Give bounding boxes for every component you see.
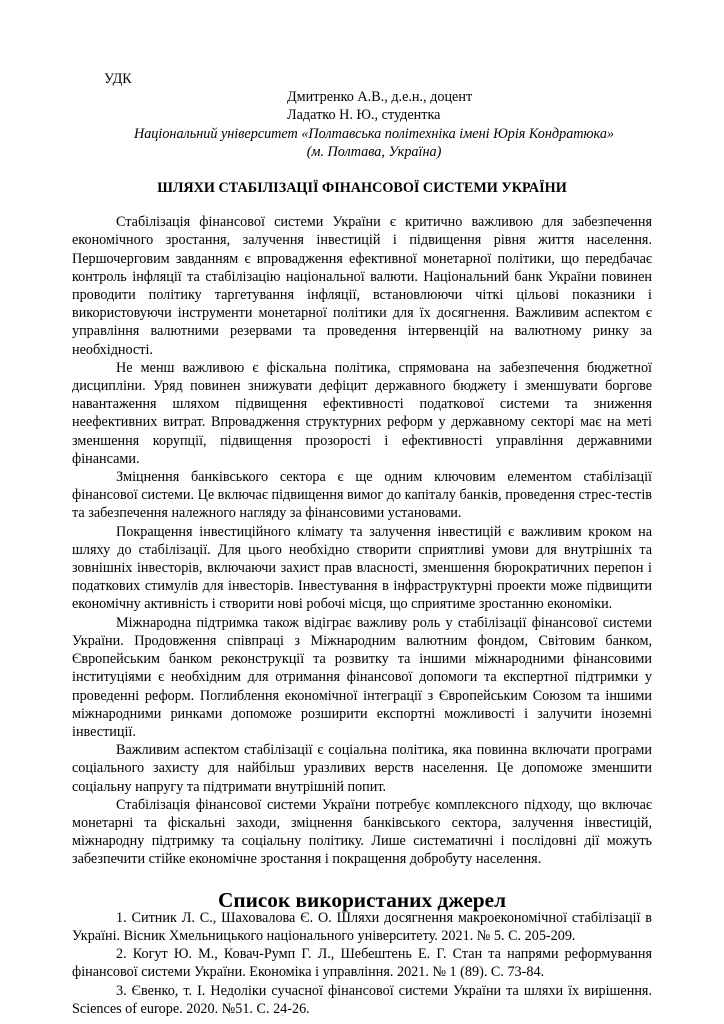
body-paragraph: Покращення інвестиційного клімату та залучення інвестицій є важливим кроком на шляху до стабілізації. Для цього необхідно створити сприятливі умови для внутрішніх та зовнішніх інвесторів, включаючи захист прав власності, зменшення бюрократичних перепон і податкових стимулів для інвесторів. Інвестування в інфраструктурні проекти може підвищити економічну активність і створити нові робочі місця, що сприятиме зростанню економіки. bbox=[72, 523, 652, 613]
article-body bbox=[72, 213, 652, 868]
body-paragraph: Зміцнення банківського сектора є ще одним ключовим елементом стабілізації фінансової системи. Це включає підвищення вимог до капіталу банків, проведення стрес-тестів та забезпечення належного нагляду за фінансовими установами. bbox=[72, 469, 652, 522]
references-list bbox=[72, 909, 652, 1018]
body-paragraph: Не менш важливою є фіскальна політика, спрямована на забезпечення бюджетної дисципліни. Уряд повинен знижувати дефіцит державного бюджету і зменшувати боргове навантаження шляхом підвищення ефективності податкової системи та зниження неефективних витрат. Впровадження структурних реформ у державному секторі має на меті зменшення корупції, підвищення прозорості і ефективності управління державними фінансами. bbox=[72, 359, 652, 467]
reference-item: 3. Євенко, т. І. Недоліки сучасної фінансової системи України та шляхи їх вирішення. Sciences of europe. 2020. №51. С. 24-26. bbox=[72, 982, 652, 1017]
author-line-1: Дмитренко А.В., д.е.н., доцент bbox=[287, 89, 473, 106]
body-paragraph: Стабілізація фінансової системи України потребує комплексного підходу, що включає монетарні та фіскальні заходи, зміцнення банківського сектора, залучення інвестицій, міжнародну підтримку та соціальну політику. Лише систематичні і послідовні дії можуть забезпечити стійке економічне зростання і покращення добробуту населення. bbox=[72, 796, 652, 868]
reference-item: 2. Когут Ю. М., Ковач-Румп Г. Л., Шебештень Е. Г. Стан та напрями реформування фінансової системи України. Економіка і управління. 2021. № 1 (89). С. 73-84. bbox=[72, 946, 652, 981]
university-affiliation: Національний університет «Полтавська політехніка імені Юрія Кондратюка» bbox=[133, 125, 615, 142]
udk-label: УДК bbox=[104, 71, 132, 87]
body-paragraph: Стабілізація фінансової системи України є критично важливою для забезпечення економічного зростання, залучення інвестицій і підвищення рівня життя населення. Першочерговим завданням є впровадження ефективної монетарної політики, що передбачає контроль інфляції та стабілізацію національної валюти. Національний банк України повинен проводити політику таргетування інфляції, встановлюючи чіткі цільові показники і використовуючи інструменти монетарної політики для їх досягнення. Важливим аспектом є управління валютними резервами та проведення інтервенцій на валютному ринку за необхідності. bbox=[72, 214, 652, 358]
body-paragraph: Міжнародна підтримка також відіграє важливу роль у стабілізації фінансової системи України. Продовження співпраці з Міжнародним валютним фондом, Світовим банком, Європейським банком реконструкції та розвитку та іншими міжнародними фінансовими інституціями є необхідним для отримання фінансової допомоги та експертної підтримки у проведенні реформ. Поглиблення економічної інтеграції з Європейським Союзом та іншими міжнародними ринками допоможе розширити експортні можливості і залучити іноземні інвестиції. bbox=[72, 614, 652, 740]
article-title: ШЛЯХИ СТАБІЛІЗАЦІЇ ФІНАНСОВОЇ СИСТЕМИ УКРАЇНИ bbox=[157, 180, 567, 197]
body-paragraph: Важливим аспектом стабілізації є соціальна політика, яка повинна включати програми соціального захисту для найбільш уразливих верств населення. Це допоможе зменшити соціальну напругу та підтримати внутрішній попит. bbox=[72, 742, 652, 795]
references-heading: Список використаних джерел bbox=[217, 887, 507, 912]
city-affiliation: (м. Полтава, Україна) bbox=[306, 143, 442, 160]
reference-item: 1. Ситник Л. С., Шаховалова Є. О. Шляхи досягнення макроекономічної стабілізації в Україні. Вісник Хмельницького національного університету. 2021. № 5. С. 205-209. bbox=[72, 909, 652, 944]
author-line-2: Ладатко Н. Ю., студентка bbox=[287, 107, 441, 124]
